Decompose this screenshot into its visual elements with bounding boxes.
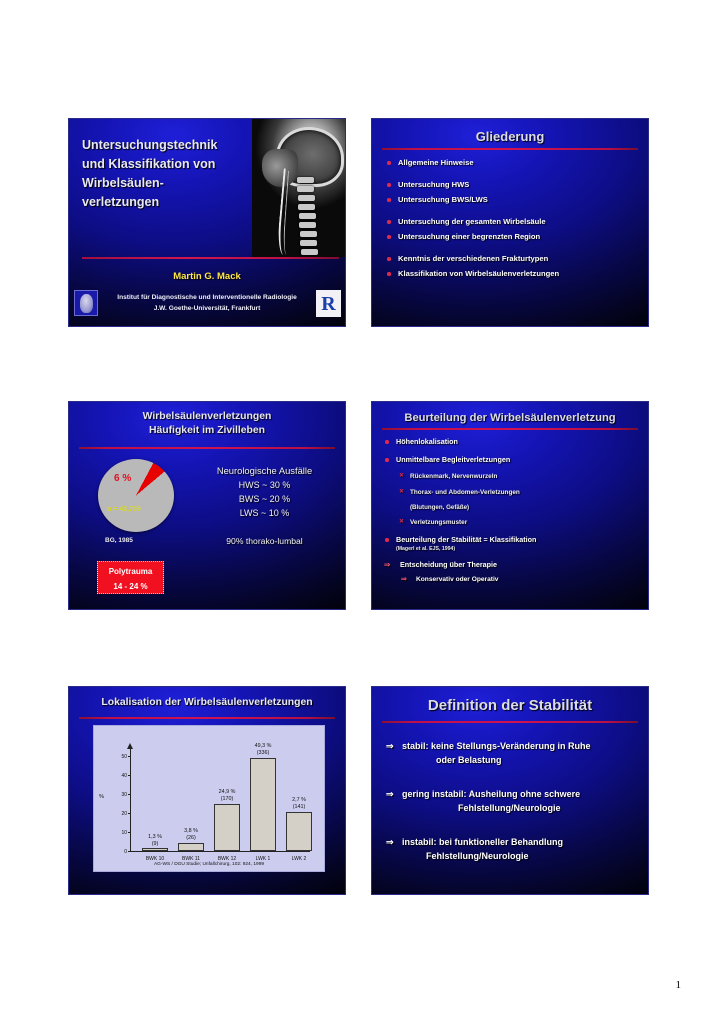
title-divider bbox=[82, 257, 339, 259]
list-item bbox=[386, 231, 640, 243]
polytrauma-box bbox=[97, 561, 164, 594]
bullet-dot-icon bbox=[387, 272, 391, 276]
radiology-r-logo-icon: R bbox=[316, 290, 341, 317]
double-arrow-icon: ⇒ bbox=[386, 837, 394, 847]
bar-value-label-lwk2: 2,7 % (141) bbox=[292, 797, 306, 810]
title-line-4: verletzungen bbox=[82, 195, 160, 209]
header-rule bbox=[382, 148, 638, 150]
list-item-label: Kenntnis der verschiedenen Frakturtypen bbox=[398, 254, 549, 263]
sub-list-item bbox=[384, 517, 640, 528]
header-rule bbox=[382, 721, 638, 723]
pie-sample-size-label: n = 43,799 bbox=[107, 506, 141, 513]
slide-stabilitaet bbox=[371, 686, 649, 895]
slide-heading: Gliederung bbox=[475, 129, 545, 144]
bullet-dot-icon bbox=[387, 198, 391, 202]
slide-header bbox=[372, 129, 648, 150]
slide-gliederung bbox=[371, 118, 649, 327]
bar-value-label-bwk11: 3,8 % (26) bbox=[184, 828, 198, 841]
sub-note-label: (Blutungen, Gefäße) bbox=[410, 504, 470, 511]
bullet-dot-icon bbox=[385, 440, 389, 444]
neuro-item-hws: HWS ~ 30 % bbox=[238, 480, 291, 490]
title-line-1: Untersuchungstechnik bbox=[82, 138, 218, 152]
bar-value-label-bwk12: 24,9 % (170) bbox=[218, 789, 236, 802]
slide-heading bbox=[69, 410, 345, 438]
conclusion-item bbox=[384, 559, 640, 570]
slide-haeufigkeit bbox=[68, 401, 346, 610]
page-number: 1 bbox=[675, 979, 681, 991]
definition-line-1: stabil: keine Stellungs-Veränderung in Ruhe bbox=[402, 741, 591, 751]
y-tick: 20 bbox=[113, 811, 127, 817]
sub-list-item bbox=[384, 487, 640, 498]
header-rule bbox=[382, 428, 638, 430]
list-item bbox=[386, 179, 640, 191]
cervical-spine bbox=[296, 177, 318, 255]
neuro-item-lws: LWS ~ 10 % bbox=[239, 508, 290, 518]
author-name: Martin G. Mack bbox=[173, 271, 241, 282]
list-item-label: Untersuchung einer begrenzten Region bbox=[398, 232, 541, 241]
title-line-2: und Klassifikation von bbox=[82, 157, 216, 171]
bullet-dot-icon bbox=[385, 538, 389, 542]
bullet-dot-icon bbox=[387, 220, 391, 224]
list-item bbox=[386, 268, 640, 280]
slide-lokalisation bbox=[68, 686, 346, 895]
definition-line-1: instabil: bei funktioneller Behandlung bbox=[402, 837, 564, 847]
y-axis bbox=[130, 748, 131, 852]
double-arrow-icon: ⇒ bbox=[401, 576, 407, 583]
neuro-item-bws: BWS ~ 20 % bbox=[238, 494, 291, 504]
definition-line-2: Fehlstellung/Neurologie bbox=[458, 803, 561, 813]
slide-heading-line-1: Wirbelsäulenverletzungen bbox=[142, 411, 272, 422]
header-rule bbox=[79, 717, 335, 719]
double-arrow-icon: ⇒ bbox=[386, 789, 394, 799]
slide-heading: Lokalisation der Wirbelsäulenverletzungen bbox=[101, 697, 313, 708]
bullet-dot-icon bbox=[387, 235, 391, 239]
list-item bbox=[384, 436, 640, 447]
sub-list-item-label: Rückenmark, Nervenwurzeln bbox=[410, 473, 498, 480]
pie-slice-label: 6 % bbox=[114, 473, 132, 484]
definition-item-stabil bbox=[386, 739, 640, 767]
list-item-label: Unmittelbare Begleitverletzungen bbox=[396, 455, 511, 464]
double-arrow-icon: ⇒ bbox=[384, 560, 391, 569]
list-item-label: Beurteilung der Stabilität = Klassifikation bbox=[396, 535, 537, 544]
bar-chart-panel bbox=[93, 725, 325, 872]
slide-heading: Definition der Stabilität bbox=[427, 697, 593, 714]
cross-bullet-icon: ✕ bbox=[399, 489, 405, 495]
x-tick-label: LWK 2 bbox=[291, 856, 307, 862]
sub-list-item-label: Thorax- und Abdomen-Verletzungen bbox=[410, 489, 520, 496]
bullet-dot-icon bbox=[387, 183, 391, 187]
definition-line-1: gering instabil: Ausheilung ohne schwere bbox=[402, 789, 581, 799]
list-item-label: Untersuchung BWS/LWS bbox=[398, 195, 488, 204]
bar-value-label-lwk1: 49,3 % (336) bbox=[254, 743, 272, 756]
institute-line-2: J.W. Goethe-Universität, Frankfurt bbox=[153, 305, 261, 312]
bullet-dot-icon bbox=[385, 458, 389, 462]
list-item bbox=[386, 253, 640, 265]
conclusion-label: Entscheidung über Therapie bbox=[400, 560, 498, 569]
y-tick: 30 bbox=[113, 792, 127, 798]
neuro-deficit-block bbox=[187, 464, 342, 548]
list-item-label: Höhenlokalisation bbox=[396, 437, 458, 446]
polytrauma-value: 14 - 24 % bbox=[113, 582, 148, 591]
bar-lwk2 bbox=[286, 812, 312, 851]
double-arrow-icon: ⇒ bbox=[386, 741, 394, 751]
definition-line-2: oder Belastung bbox=[436, 755, 502, 765]
slide-title-text bbox=[82, 136, 257, 212]
bullet-list bbox=[384, 436, 640, 589]
sub-list-item bbox=[384, 471, 640, 482]
header-rule bbox=[79, 447, 335, 449]
x-tick-label: BWK 11 bbox=[182, 856, 200, 862]
ct-scan-image bbox=[252, 119, 345, 257]
slide-header bbox=[372, 697, 648, 723]
bar-lwk1 bbox=[250, 758, 276, 851]
list-item bbox=[384, 454, 640, 465]
cross-bullet-icon: ✕ bbox=[399, 473, 405, 479]
thoraco-lumbar-note: 90% thorako-lumbal bbox=[226, 536, 303, 546]
definition-item-gering-instabil bbox=[386, 787, 640, 815]
bar-bwk11 bbox=[178, 843, 204, 851]
list-item bbox=[386, 157, 640, 169]
sub-list-item-label: Verletzungsmuster bbox=[410, 519, 468, 526]
list-item-label: Allgemeine Hinweise bbox=[398, 158, 474, 167]
y-axis-label: % bbox=[99, 794, 104, 800]
definition-list bbox=[386, 739, 640, 883]
list-item-label: Untersuchung HWS bbox=[398, 180, 470, 189]
conclusion-sublabel: Konservativ oder Operativ bbox=[416, 576, 499, 583]
bar-bwk10 bbox=[142, 848, 168, 851]
citation bbox=[384, 544, 640, 555]
conclusion-subitem bbox=[384, 574, 640, 585]
bar-value-label-bwk10: 1,3 % (9) bbox=[148, 834, 162, 847]
x-tick-label: LWK 1 bbox=[255, 856, 271, 862]
y-tick: 50 bbox=[113, 754, 127, 760]
institute-bar bbox=[69, 290, 345, 322]
slide-heading-line-2: Häufigkeit im Zivilleben bbox=[148, 425, 266, 436]
y-tick: 0 bbox=[113, 849, 127, 855]
bullet-list bbox=[386, 157, 640, 283]
sub-note bbox=[384, 502, 640, 513]
slide-beurteilung bbox=[371, 401, 649, 610]
citation-label: (Magerl et al. EJS, 1994) bbox=[396, 546, 456, 552]
title-line-3: Wirbelsäulen- bbox=[82, 176, 164, 190]
bullet-dot-icon bbox=[387, 161, 391, 165]
chart-source-footer: AG-WS / DGU Studie; Unfallchirurg, 102: 924, 1999 bbox=[153, 862, 265, 867]
slide-title bbox=[68, 118, 346, 327]
x-tick-label: BWK 10 bbox=[145, 856, 165, 862]
list-item-label: Untersuchung der gesamten Wirbelsäule bbox=[398, 217, 546, 226]
bullet-dot-icon bbox=[387, 257, 391, 261]
list-item bbox=[386, 216, 640, 228]
y-tick: 40 bbox=[113, 773, 127, 779]
cross-bullet-icon: ✕ bbox=[399, 519, 405, 525]
list-item bbox=[386, 194, 640, 206]
slide-heading: Beurteilung der Wirbelsäulenverletzung bbox=[404, 412, 616, 424]
institute-text bbox=[99, 292, 315, 314]
definition-item-instabil bbox=[386, 835, 640, 863]
institute-line-1: Institut für Diagnostische und Interventionelle Radiologie bbox=[117, 294, 297, 301]
pie-chart-circle bbox=[98, 459, 174, 532]
slide-header bbox=[372, 412, 648, 430]
pie-source-label: BG, 1985 bbox=[105, 537, 133, 544]
neuro-deficit-heading: Neurologische Ausfälle bbox=[216, 465, 313, 476]
y-tick: 10 bbox=[113, 830, 127, 836]
goethe-portrait-logo-icon bbox=[74, 290, 98, 316]
x-axis bbox=[130, 851, 310, 852]
bar-chart-plot bbox=[99, 743, 310, 862]
list-item-label: Klassifikation von Wirbelsäulenverletzungen bbox=[398, 269, 560, 278]
x-tick-label: BWK 12 bbox=[217, 856, 237, 862]
polytrauma-label: Polytrauma bbox=[108, 567, 153, 576]
definition-line-2: Fehlstellung/Neurologie bbox=[426, 851, 529, 861]
bar-bwk12 bbox=[214, 804, 240, 851]
pie-chart bbox=[98, 459, 174, 532]
